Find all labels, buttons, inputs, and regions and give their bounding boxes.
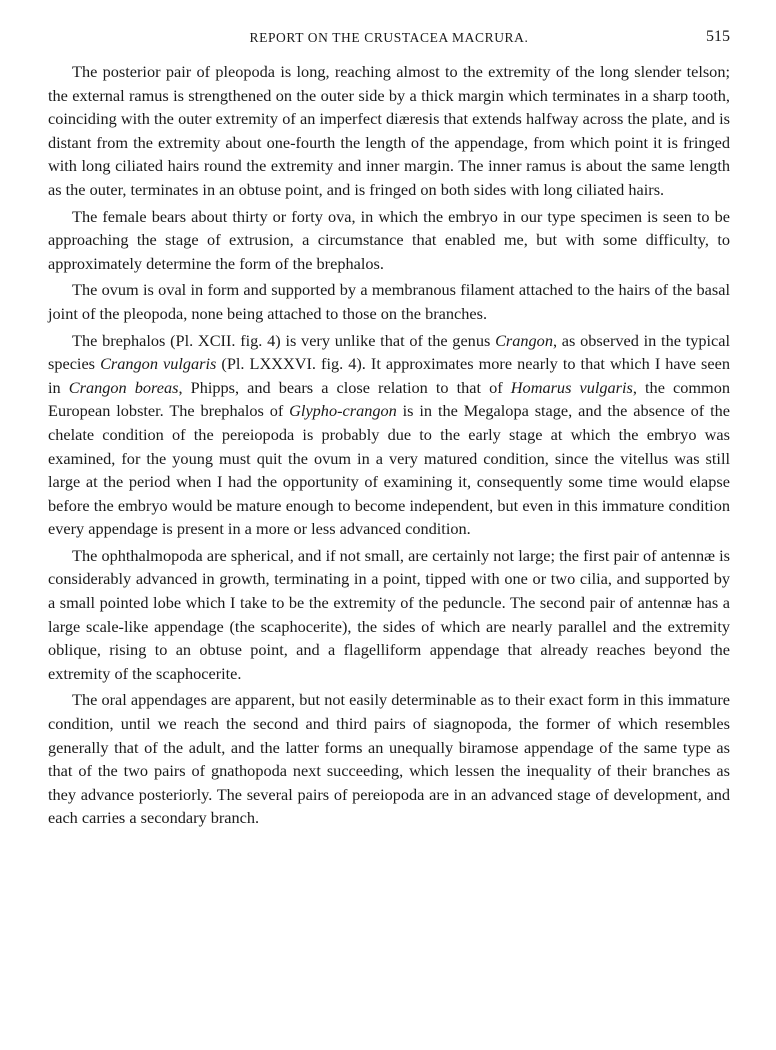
text-segment: , as observed in the typical species [48, 330, 730, 374]
paragraph-oral-appendages [48, 688, 730, 830]
text-segment: The ophthalmopoda are spherical, and if not small, are certainly not large; the first pair of antennæ is considerably advanced in growth, terminating in a point, tipped with one or two cilia, and supported by a small pointed lobe which I take to be the extremity of the peduncle. The second pair of antennæ has a large scale-like appendage (the scaphocerite), the sides of which are nearly parallel and the extremity oblique, rising to an obtuse point, and a flagelliform appendage that already reaches beyond the extremity of the scaphocerite. [48, 545, 730, 683]
italic-taxon: Glypho-crangon [289, 401, 397, 421]
text-segment: is in the Megalopa stage, and the absence of the chelate condition of the pereiopoda is probably due to the early stage at which the embryo was examined, for the young must quit the ovum in a very matured condition, since the vitellus was still large at the period when I had the opportunity of examining it, consequently some time would elapse before the embryo would be mature enough to become independent, but even in this immature condition every appendage is present in a more or less advanced condition. [48, 401, 730, 539]
page-number: 515 [706, 28, 730, 45]
italic-taxon: Crangon boreas [68, 377, 179, 397]
text-segment: The female bears about thirty or forty ova, in which the embryo in our type specimen is seen to be approaching the stage of extrusion, a circumstance that enabled me, but with some difficulty, to approximately determine the form of the brephalos. [48, 206, 730, 273]
page-header [48, 26, 730, 50]
text-segment: The oral appendages are apparent, but not easily determinable as to their exact form in this immature condition, until we reach the second and third pairs of siagnopoda, the former of which resembles generally that of the adult, and the latter forms an unequally biramose appendage of the same type as that of the two pairs of gnathopoda next succeeding, which lessen the inequality of their branches as they advance posteriorly. The several pairs of pereiopoda are in an advanced stage of development, and each carries a secondary branch. [48, 690, 730, 828]
italic-taxon: Crangon [495, 330, 553, 350]
text-segment: , Phipps, and bears a close relation to that of [178, 377, 511, 397]
paragraph-pleopoda [48, 60, 730, 202]
text-segment: The posterior pair of pleopoda is long, reaching almost to the extremity of the long slender telson; the external ramus is strengthened on the outer side by a thick margin which terminates in a sharp tooth, coinciding with the outer extremity of an imperfect diæresis that extends halfway across the plate, and is distant from the extremity about one-fourth the length of the appendage, from which point it is fringed with long ciliated hairs round the extremity and inner margin. The inner ramus is about the same length as the outer, terminates in an obtuse point, and is fringed on both sides with long ciliated hairs. [48, 62, 730, 199]
paragraph-ova [48, 205, 730, 276]
running-title: REPORT ON THE CRUSTACEA MACRURA. [249, 30, 529, 45]
text-segment: The ovum is oval in form and supported by a membranous filament attached to the hairs of the basal joint of the pleopoda, none being attached to those on the branches. [48, 280, 730, 323]
paragraph-brephalos [48, 329, 730, 541]
text-segment: , the common European lobster. The brephalos of [48, 377, 730, 421]
italic-taxon: Crangon vulgaris [100, 354, 217, 374]
text-segment: (Pl. LXXXVI. fig. 4). It approximates more nearly to that which I have seen in [48, 354, 730, 397]
text-segment: The brephalos (Pl. XCII. fig. 4) is very unlike that of the genus [72, 330, 496, 350]
paragraph-ovum [48, 278, 730, 325]
body-text [48, 60, 730, 833]
italic-taxon: Homarus vulgaris [510, 377, 633, 397]
paragraph-ophthalmopoda [48, 544, 730, 686]
